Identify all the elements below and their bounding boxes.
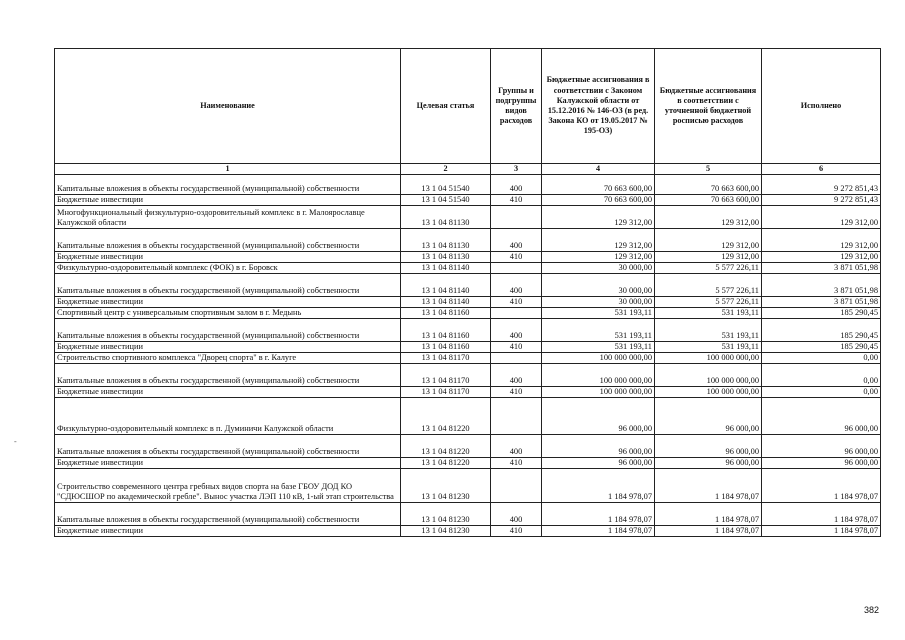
row-name-cell: Капитальные вложения в объекты государственной (муниципальной) собственности — [55, 435, 401, 458]
row-expense-group-cell: 410 — [491, 252, 542, 263]
row-expense-group-cell: 410 — [491, 458, 542, 469]
row-law-amount-cell: 70 663 600,00 — [542, 175, 655, 195]
row-law-amount-cell: 1 184 978,07 — [542, 526, 655, 537]
row-revised-amount-cell: 70 663 600,00 — [655, 195, 762, 206]
row-revised-amount-cell: 70 663 600,00 — [655, 175, 762, 195]
row-name-cell: Бюджетные инвестиции — [55, 297, 401, 308]
row-revised-amount-cell: 129 312,00 — [655, 252, 762, 263]
row-executed-amount-cell: 129 312,00 — [762, 229, 881, 252]
row-law-amount-cell: 100 000 000,00 — [542, 353, 655, 364]
table-row — [55, 263, 881, 274]
row-expense-group-cell — [491, 206, 542, 229]
row-name-cell: Строительство современного центра гребных видов спорта на базе ГБОУ ДОД КО "СДЮСШОР по академической гребле". Вынос участка ЛЭП 110 кВ, 1-ый этап строительства — [55, 469, 401, 503]
table-row — [55, 398, 881, 435]
budget-document-page — [54, 48, 880, 537]
row-law-amount-cell: 30 000,00 — [542, 263, 655, 274]
column-number: 3 — [491, 164, 542, 175]
row-law-amount-cell: 1 184 978,07 — [542, 503, 655, 526]
row-name-cell: Капитальные вложения в объекты государственной (муниципальной) собственности — [55, 274, 401, 297]
row-expense-group-cell — [491, 398, 542, 435]
row-revised-amount-cell: 5 577 226,11 — [655, 263, 762, 274]
column-number: 2 — [401, 164, 491, 175]
row-name-cell: Бюджетные инвестиции — [55, 458, 401, 469]
row-revised-amount-cell: 100 000 000,00 — [655, 364, 762, 387]
row-expense-group-cell — [491, 308, 542, 319]
row-expense-group-cell: 400 — [491, 503, 542, 526]
row-name-cell: Физкультурно-оздоровительный комплекс (ФОК) в г. Боровск — [55, 263, 401, 274]
row-law-amount-cell: 531 193,11 — [542, 308, 655, 319]
row-expense-group-cell — [491, 263, 542, 274]
row-executed-amount-cell: 0,00 — [762, 353, 881, 364]
row-revised-amount-cell: 100 000 000,00 — [655, 387, 762, 398]
row-revised-amount-cell: 531 193,11 — [655, 342, 762, 353]
table-row — [55, 353, 881, 364]
row-target-article-cell: 13 1 04 81230 — [401, 503, 491, 526]
table-row — [55, 252, 881, 263]
row-name-cell: Бюджетные инвестиции — [55, 342, 401, 353]
row-revised-amount-cell: 100 000 000,00 — [655, 353, 762, 364]
row-revised-amount-cell: 96 000,00 — [655, 398, 762, 435]
row-revised-amount-cell: 96 000,00 — [655, 458, 762, 469]
row-revised-amount-cell: 531 193,11 — [655, 308, 762, 319]
row-executed-amount-cell: 1 184 978,07 — [762, 469, 881, 503]
table-row — [55, 195, 881, 206]
table-row — [55, 503, 881, 526]
row-target-article-cell: 13 1 04 81220 — [401, 458, 491, 469]
table-row — [55, 469, 881, 503]
row-target-article-cell: 13 1 04 81130 — [401, 206, 491, 229]
row-revised-amount-cell: 96 000,00 — [655, 435, 762, 458]
row-expense-group-cell: 400 — [491, 229, 542, 252]
row-name-cell: Бюджетные инвестиции — [55, 526, 401, 537]
header-name: Наименование — [55, 49, 401, 164]
row-revised-amount-cell: 1 184 978,07 — [655, 469, 762, 503]
row-target-article-cell: 13 1 04 81140 — [401, 263, 491, 274]
row-law-amount-cell: 70 663 600,00 — [542, 195, 655, 206]
row-executed-amount-cell: 185 290,45 — [762, 308, 881, 319]
table-row — [55, 342, 881, 353]
row-name-cell: Спортивный центр с универсальным спортивным залом в г. Медынь — [55, 308, 401, 319]
column-number: 4 — [542, 164, 655, 175]
header-target-article: Целевая статья — [401, 49, 491, 164]
row-executed-amount-cell: 129 312,00 — [762, 206, 881, 229]
row-target-article-cell: 13 1 04 81220 — [401, 435, 491, 458]
row-law-amount-cell: 531 193,11 — [542, 319, 655, 342]
row-executed-amount-cell: 96 000,00 — [762, 398, 881, 435]
row-name-cell: Капитальные вложения в объекты государственной (муниципальной) собственности — [55, 229, 401, 252]
row-target-article-cell: 13 1 04 81170 — [401, 387, 491, 398]
table-row — [55, 274, 881, 297]
row-name-cell: Бюджетные инвестиции — [55, 252, 401, 263]
row-name-cell: Капитальные вложения в объекты государственной (муниципальной) собственности — [55, 175, 401, 195]
row-law-amount-cell: 30 000,00 — [542, 274, 655, 297]
row-target-article-cell: 13 1 04 51540 — [401, 195, 491, 206]
row-target-article-cell: 13 1 04 81170 — [401, 364, 491, 387]
row-expense-group-cell: 410 — [491, 297, 542, 308]
row-name-cell: Капитальные вложения в объекты государственной (муниципальной) собственности — [55, 364, 401, 387]
row-target-article-cell: 13 1 04 81140 — [401, 274, 491, 297]
row-law-amount-cell: 96 000,00 — [542, 435, 655, 458]
row-name-cell: Бюджетные инвестиции — [55, 387, 401, 398]
row-law-amount-cell: 1 184 978,07 — [542, 469, 655, 503]
row-executed-amount-cell: 96 000,00 — [762, 435, 881, 458]
row-expense-group-cell — [491, 353, 542, 364]
row-name-cell: Строительство спортивного комплекса "Дворец спорта" в г. Калуге — [55, 353, 401, 364]
row-executed-amount-cell: 0,00 — [762, 387, 881, 398]
row-target-article-cell: 13 1 04 51540 — [401, 175, 491, 195]
row-name-cell: Капитальные вложения в объекты государственной (муниципальной) собственности — [55, 503, 401, 526]
row-target-article-cell: 13 1 04 81170 — [401, 353, 491, 364]
row-law-amount-cell: 30 000,00 — [542, 297, 655, 308]
column-number: 5 — [655, 164, 762, 175]
table-row — [55, 435, 881, 458]
row-name-cell: Физкультурно-оздоровительный комплекс в п. Думиничи Калужской области — [55, 398, 401, 435]
row-expense-group-cell: 410 — [491, 195, 542, 206]
row-target-article-cell: 13 1 04 81230 — [401, 526, 491, 537]
table-row — [55, 319, 881, 342]
page-number: 382 — [863, 605, 879, 615]
row-law-amount-cell: 100 000 000,00 — [542, 387, 655, 398]
row-revised-amount-cell: 1 184 978,07 — [655, 526, 762, 537]
row-law-amount-cell: 129 312,00 — [542, 206, 655, 229]
row-expense-group-cell: 400 — [491, 364, 542, 387]
row-executed-amount-cell: 9 272 851,43 — [762, 175, 881, 195]
table-row — [55, 458, 881, 469]
row-executed-amount-cell: 0,00 — [762, 364, 881, 387]
column-number: 6 — [762, 164, 881, 175]
row-executed-amount-cell: 3 871 051,98 — [762, 274, 881, 297]
row-expense-group-cell — [491, 469, 542, 503]
row-target-article-cell: 13 1 04 81160 — [401, 308, 491, 319]
table-row — [55, 387, 881, 398]
row-executed-amount-cell: 185 290,45 — [762, 342, 881, 353]
row-executed-amount-cell: 1 184 978,07 — [762, 526, 881, 537]
row-name-cell: Капитальные вложения в объекты государственной (муниципальной) собственности — [55, 319, 401, 342]
row-revised-amount-cell: 5 577 226,11 — [655, 274, 762, 297]
row-expense-group-cell: 410 — [491, 387, 542, 398]
header-executed: Исполнено — [762, 49, 881, 164]
header-revised-allocations: Бюджетные ассигнования в соответствии с уточненной бюджетной росписью расходов — [655, 49, 762, 164]
row-executed-amount-cell: 3 871 051,98 — [762, 263, 881, 274]
row-expense-group-cell: 410 — [491, 342, 542, 353]
row-target-article-cell: 13 1 04 81140 — [401, 297, 491, 308]
row-target-article-cell: 13 1 04 81220 — [401, 398, 491, 435]
row-law-amount-cell: 96 000,00 — [542, 398, 655, 435]
row-target-article-cell: 13 1 04 81160 — [401, 319, 491, 342]
row-executed-amount-cell: 185 290,45 — [762, 319, 881, 342]
row-executed-amount-cell: 129 312,00 — [762, 252, 881, 263]
row-expense-group-cell: 400 — [491, 274, 542, 297]
table-row — [55, 308, 881, 319]
row-name-cell: Многофункциональный физкультурно-оздоровительный комплекс в г. Малоярославце Калужской области — [55, 206, 401, 229]
column-number-row — [55, 164, 881, 175]
header-law-allocations: Бюджетные ассигнования в соответствии с Законом Калужской области от 15.12.2016 № 146-ОЗ (в ред. Закона КО от 19.05.2017 № 195-ОЗ) — [542, 49, 655, 164]
row-revised-amount-cell: 129 312,00 — [655, 229, 762, 252]
row-law-amount-cell: 96 000,00 — [542, 458, 655, 469]
row-law-amount-cell: 129 312,00 — [542, 229, 655, 252]
column-number: 1 — [55, 164, 401, 175]
row-revised-amount-cell: 531 193,11 — [655, 319, 762, 342]
row-target-article-cell: 13 1 04 81130 — [401, 229, 491, 252]
row-target-article-cell: 13 1 04 81130 — [401, 252, 491, 263]
row-executed-amount-cell: 3 871 051,98 — [762, 297, 881, 308]
row-executed-amount-cell: 9 272 851,43 — [762, 195, 881, 206]
row-expense-group-cell: 400 — [491, 175, 542, 195]
row-target-article-cell: 13 1 04 81160 — [401, 342, 491, 353]
table-header-row — [55, 49, 881, 164]
row-revised-amount-cell: 129 312,00 — [655, 206, 762, 229]
row-expense-group-cell: 400 — [491, 319, 542, 342]
table-row — [55, 175, 881, 195]
budget-allocation-table — [54, 48, 881, 537]
table-row — [55, 364, 881, 387]
row-expense-group-cell: 400 — [491, 435, 542, 458]
row-law-amount-cell: 100 000 000,00 — [542, 364, 655, 387]
row-executed-amount-cell: 1 184 978,07 — [762, 503, 881, 526]
row-name-cell: Бюджетные инвестиции — [55, 195, 401, 206]
header-expense-groups: Группы и подгруппы видов расходов — [491, 49, 542, 164]
row-revised-amount-cell: 1 184 978,07 — [655, 503, 762, 526]
row-executed-amount-cell: 96 000,00 — [762, 458, 881, 469]
margin-mark: - — [14, 437, 17, 446]
row-law-amount-cell: 129 312,00 — [542, 252, 655, 263]
row-expense-group-cell: 410 — [491, 526, 542, 537]
row-revised-amount-cell: 5 577 226,11 — [655, 297, 762, 308]
table-row — [55, 229, 881, 252]
row-law-amount-cell: 531 193,11 — [542, 342, 655, 353]
table-body — [55, 175, 881, 537]
table-row — [55, 206, 881, 229]
table-row — [55, 526, 881, 537]
table-row — [55, 297, 881, 308]
row-target-article-cell: 13 1 04 81230 — [401, 469, 491, 503]
